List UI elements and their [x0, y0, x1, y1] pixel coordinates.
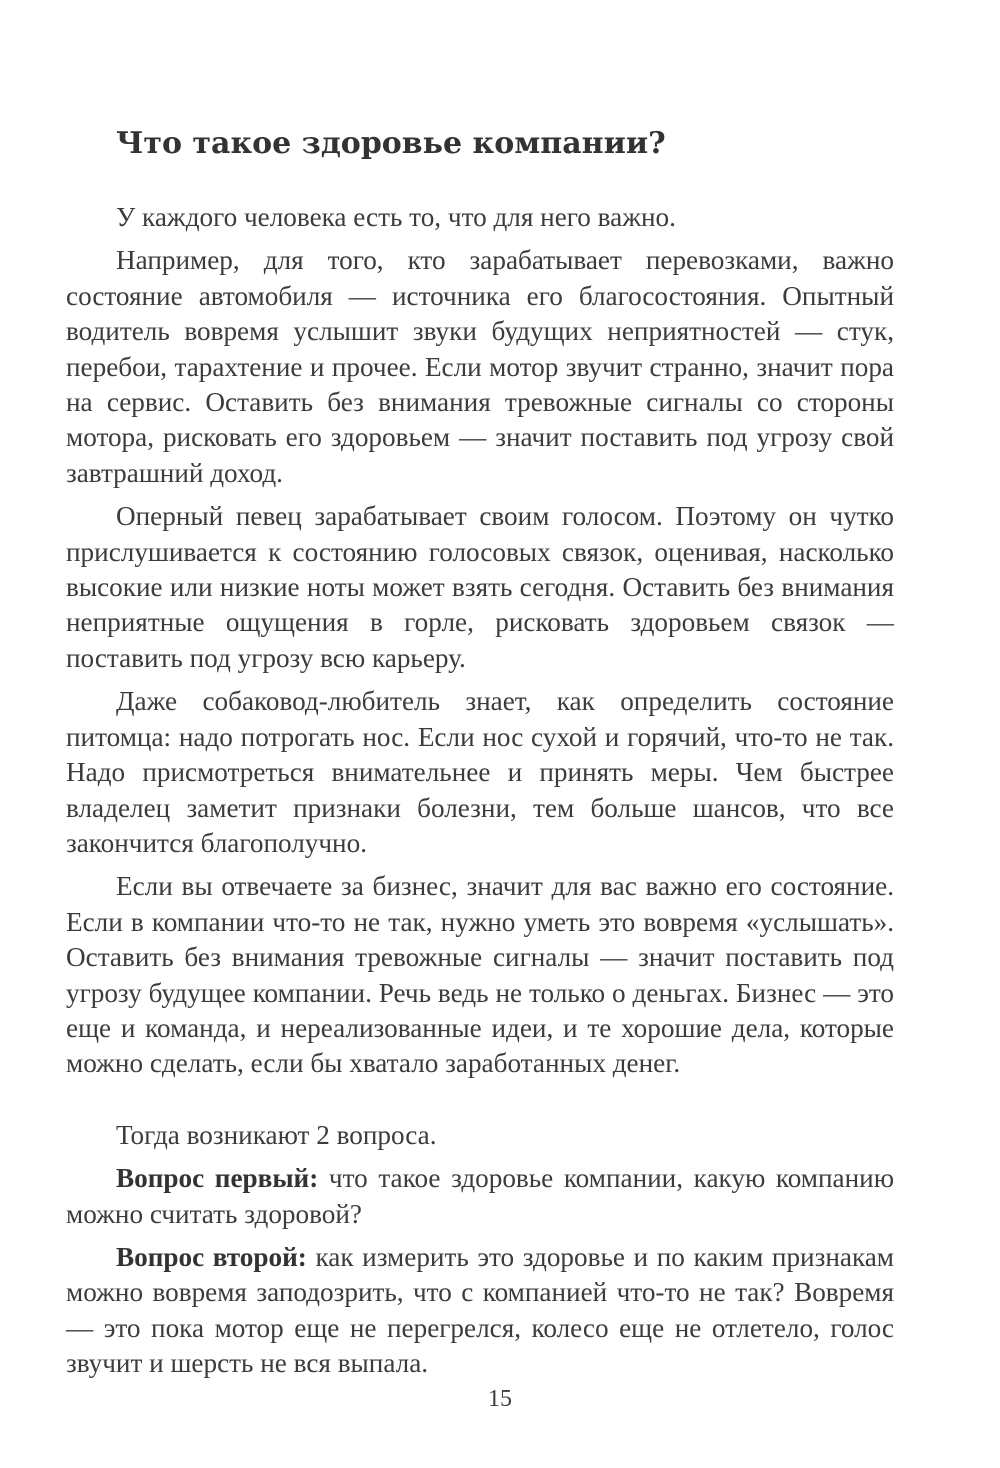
- question-two: [66, 1240, 894, 1382]
- question-two-label: Вопрос второй:: [116, 1241, 307, 1272]
- book-page: [66, 0, 894, 1468]
- paragraph-two-questions: Тогда возникают 2 вопроса.: [116, 1119, 437, 1150]
- question-one: [66, 1161, 894, 1232]
- paragraph-intro: У каждого человека есть то, что для него важно.: [116, 202, 676, 232]
- paragraph-driver: Например, для того, кто зарабатывает перевозками, важно состояние автомобиля — источника его благосостояния. Опытный водитель вовремя услышит звуки будущих неприятностей — стук, перебои, тарахтение и прочее. Если мотор звучит странно, значит пора на сервис. Оставить без внимания тревожные сигналы со стороны мотора, рисковать его здоровьем — значит поставить под угрозу свой завтрашний доход.: [66, 245, 894, 488]
- paragraph-singer: Оперный певец зарабатывает своим голосом. Поэтому он чутко прислушивается к состоянию голосовых связок, оценивая, насколько высокие или низкие ноты может взять сегодня. Оставить без внимания неприятные ощущения в горле, рисковать здоровьем связок — поставить под угрозу всю карьеру.: [66, 501, 894, 673]
- body-text: [66, 200, 894, 1390]
- question-one-label: Вопрос первый:: [116, 1163, 319, 1194]
- paragraph-dog-owner: Даже собаковод-любитель знает, как определить состояние питомца: надо потрогать нос. Если нос сухой и горячий, что-то не так. Надо присмотреться внимательнее и принять меры. Чем быстрее владелец заметит признаки болезни, тем больше шансов, что все закончится благополучно.: [66, 686, 894, 858]
- question-one-text: что такое здоровье компании, какую компанию можно считать здоровой?: [66, 1163, 895, 1229]
- paragraph-business: Если вы отвечаете за бизнес, значит для вас важно его состояние. Если в компании что-то не так, нужно уметь это вовремя «услышать». Оставить без внимания тревожные сигналы — значит поставить под угрозу будущее компании. Речь ведь не только о деньгах. Бизнес — это еще и команда, и нереализованные идеи, и те хорошие дела, которые можно сделать, если бы хватало заработанных денег.: [66, 871, 894, 1079]
- page-number: 15: [488, 1386, 512, 1412]
- section-heading: Что такое здоровье компании?: [116, 126, 666, 161]
- question-two-text: как измерить это здоровье и по каким признакам можно вовремя заподозрить, что с компанией что-то не так? Вовремя — это пока мотор еще не перегрелся, колесо еще не отлетело, голос звучит и шерсть не вся выпала.: [66, 1241, 895, 1379]
